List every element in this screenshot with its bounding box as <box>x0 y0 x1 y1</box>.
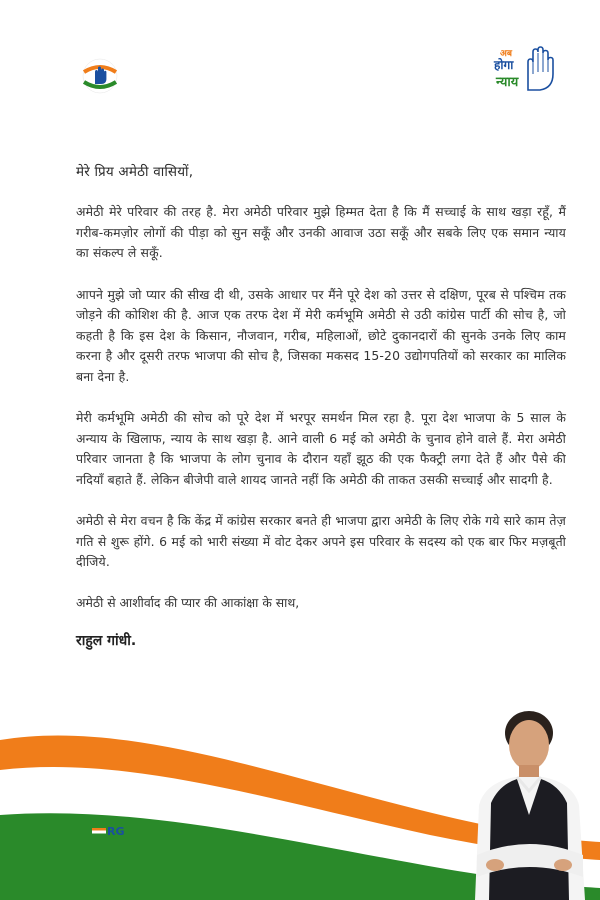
rg-logo-text: RG <box>107 825 125 838</box>
ab-hoga-nyay-logo <box>478 40 568 100</box>
paragraph-2: आपने मुझे जो प्यार की सीख दी थी, उसके आधार पर मैंने पूरे देश को उत्तर से दक्षिण, पूरब से पश्चिम तक जोड़ने की कोशिश की है. आज एक तरफ देश में मेरी कर्मभूमि अमेठी से उठी कांग्रेस पार्टी की सोच है, जो कहती है कि इस देश के किसान, नौजवान, गरीब, महिलाओं, छोटे दुकानदारों की सुनके उनके लिए काम करना है और दूसरी तरफ भाजपा की सोच है, जिसका मकसद 15-20 उद्योगपतियों को सरकार का मालिक बना देना है. <box>76 286 566 384</box>
slogan-nyay: न्याय <box>496 75 519 90</box>
slogan-hoga: होगा <box>494 58 514 72</box>
salutation: मेरे प्रिय अमेठी वासियों, <box>76 164 194 180</box>
paragraph-1: अमेठी मेरे परिवार की तरह है. मेरा अमेठी परिवार मुझे हिम्मत देता है कि मैं सच्चाई के साथ खड़ा रहूँ, मैं गरीब-कमज़ोर लोगों की पीड़ा को सुन सकूँ और उनकी आवाज उठा सकूँ और सबके लिए एक समान न्याय का संकल्प ले सकूँ. <box>76 204 566 260</box>
letter-body <box>76 162 566 650</box>
slogan-ab: अब <box>500 49 513 59</box>
paragraph-4: अमेठी से मेरा वचन है कि केंद्र में कांग्रेस सरकार बनते ही भाजपा द्वारा अमेठी के लिए रोके गये सारे काम तेज़ गति से शुरू होंगे. 6 मई को भारी संख्या में वोट देकर अपने इस परिवार के सदस्य को एक बार फिर मज़बूती दीजिये. <box>76 513 566 569</box>
flag-bars-icon <box>92 828 106 836</box>
congress-hand-logo <box>80 58 120 94</box>
rg-footer-logo <box>92 825 125 838</box>
rahul-gandhi-photo <box>455 705 600 900</box>
raised-hand-icon <box>478 40 568 100</box>
signature: राहुल गांधी. <box>76 632 137 649</box>
paragraph-3: मेरी कर्मभूमि अमेठी की सोच को पूरे देश में भरपूर समर्थन मिल रहा है. पूरा देश भाजपा के 5 साल के अन्याय के खिलाफ, न्याय के साथ खड़ा है. आने वाली 6 मई को अमेठी के चुनाव होने वाले हैं. मेरा अमेठी परिवार जानता है कि भाजपा के लोग चुनाव के दौरान यहाँ झूठ की एक फैक्ट्री लगा देते हैं और पैसे की नदियाँ बहाते हैं. लेकिन बीजेपी वाले शायद जानते नहीं कि अमेठी की ताकत उसकी सच्चाई और सादगी है. <box>76 410 566 487</box>
closing-line: अमेठी से आशीर्वाद की प्यार की आकांक्षा के साथ, <box>76 594 300 610</box>
